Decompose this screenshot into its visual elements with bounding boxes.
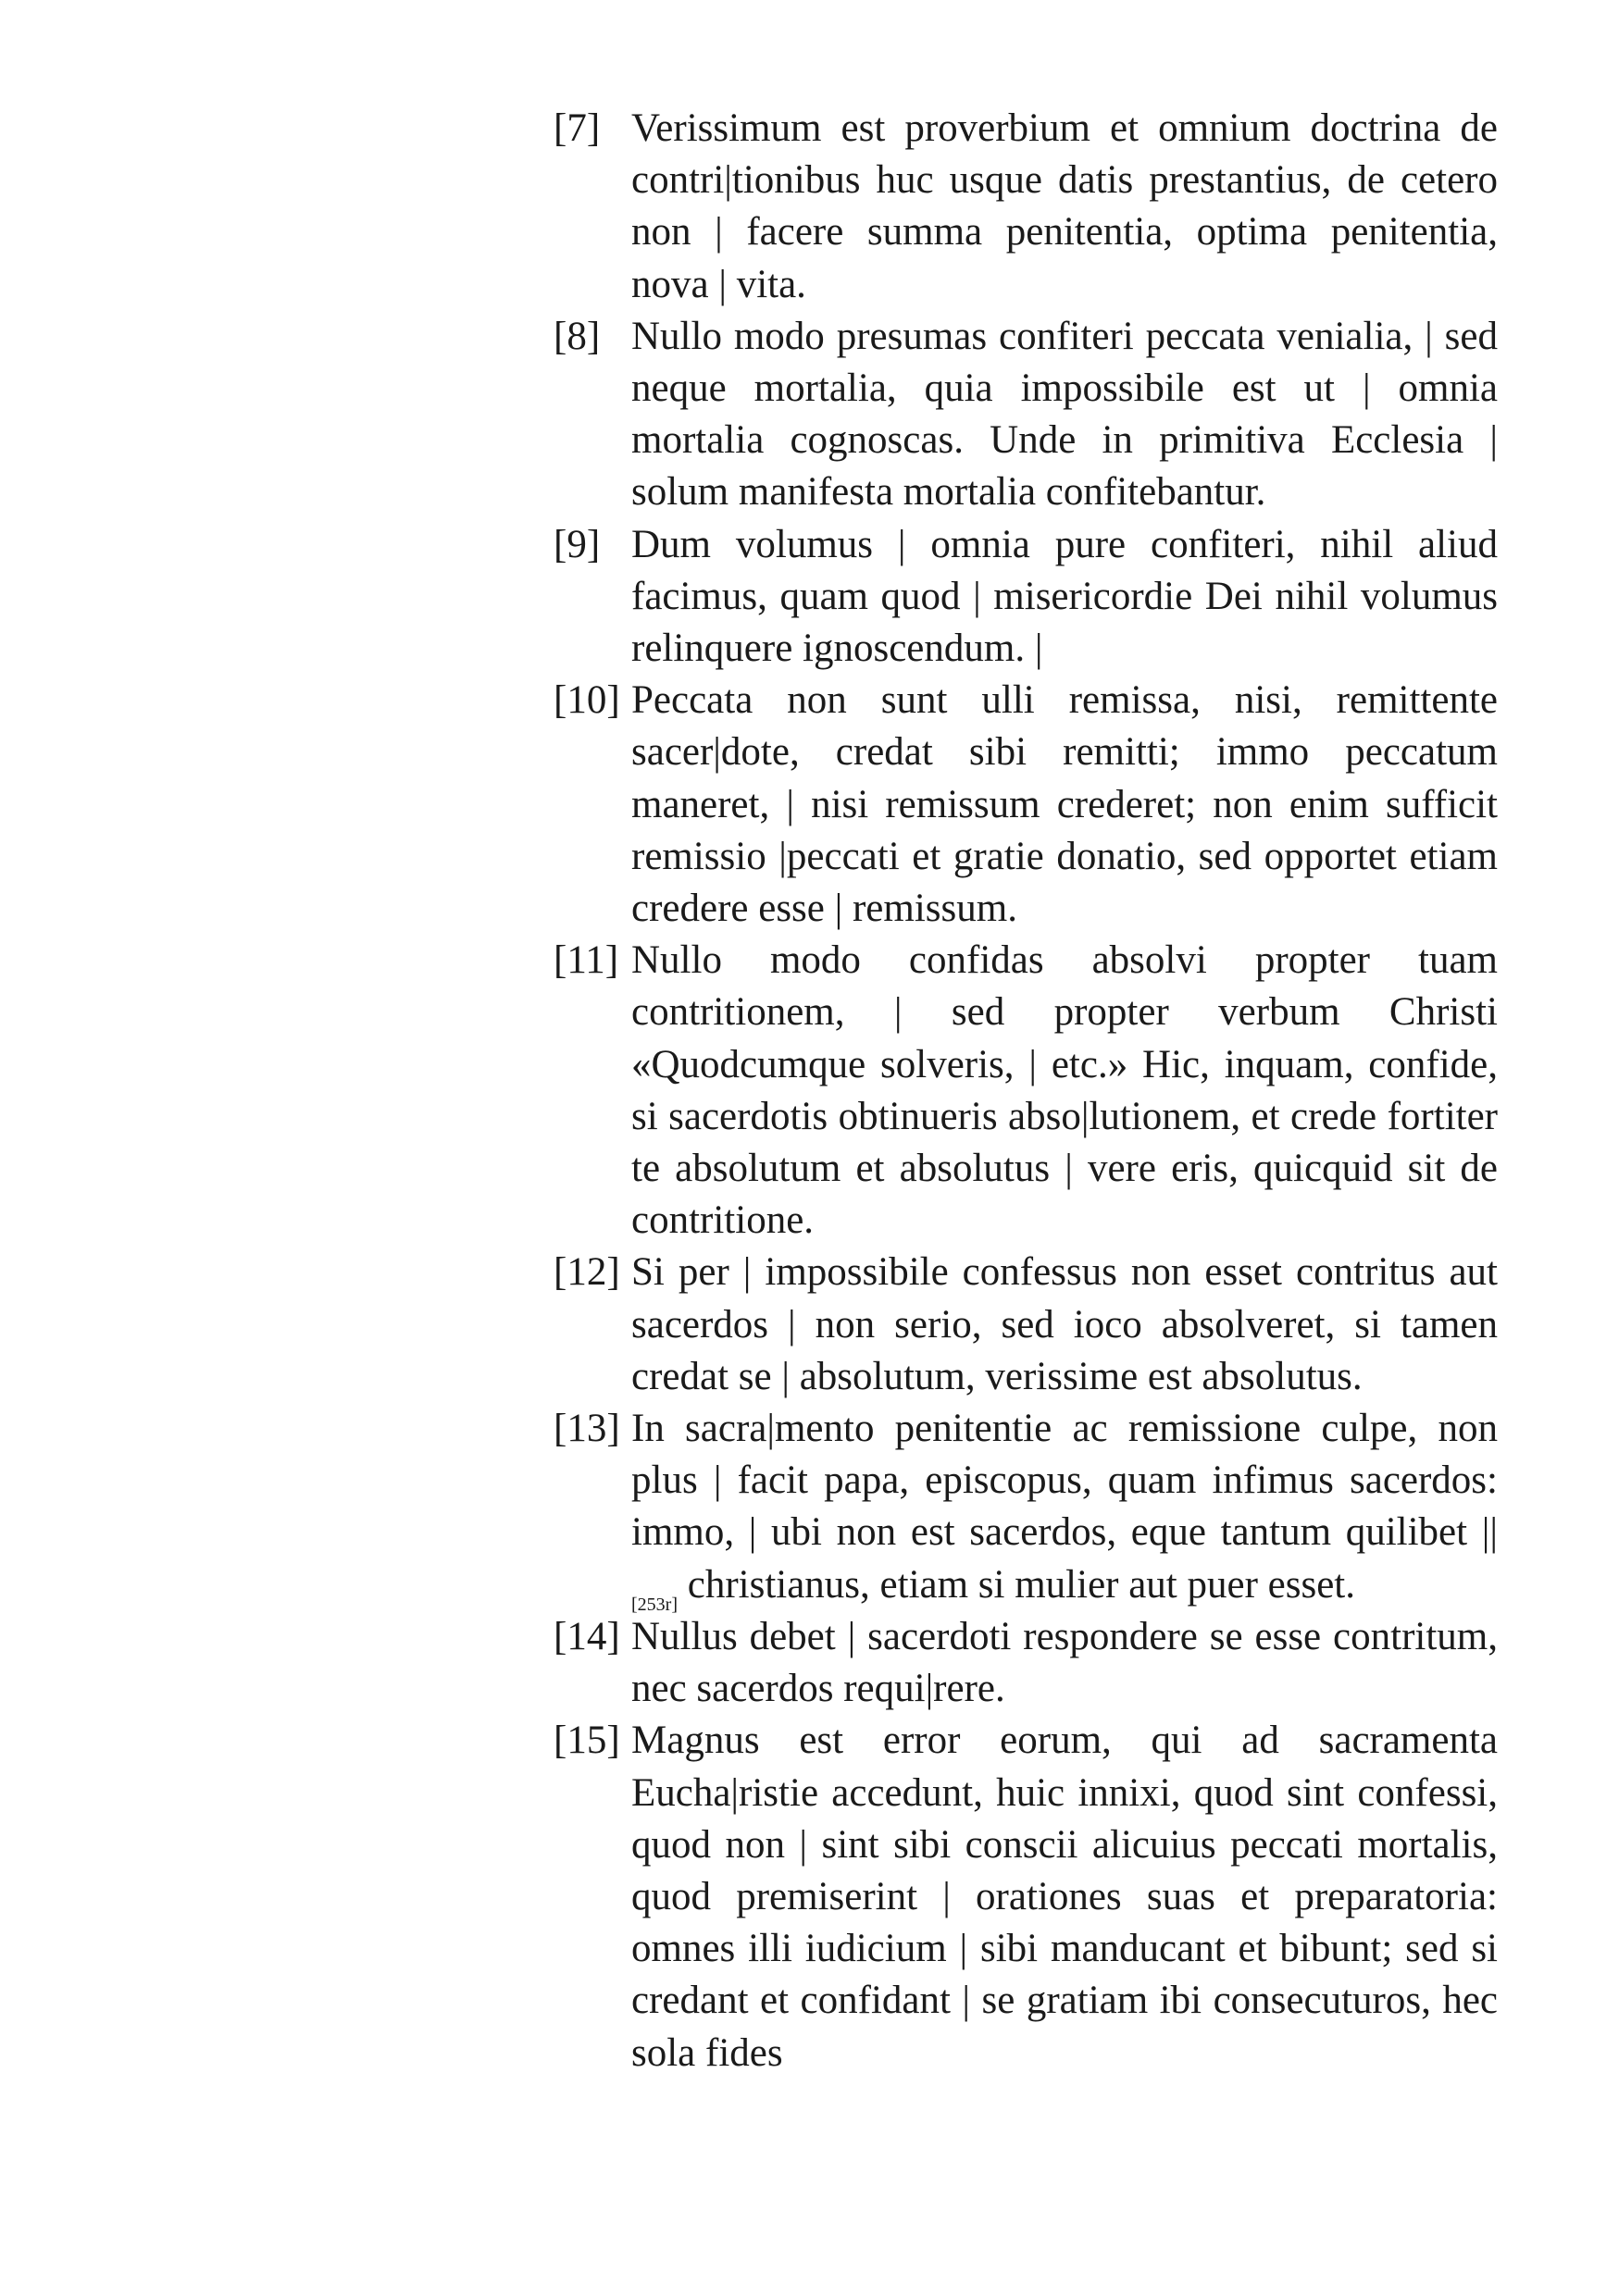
theses-text-block: [554, 103, 1498, 2079]
thesis-11: [554, 935, 1498, 1247]
thesis-text: Peccata non sunt ulli remissa, nisi, remittente sacer|dote, credat sibi remitti; immo peccatum maneret, | nisi remissum crederet; non enim sufficit remissio |peccati et gratie donatio, sed opportet etiam credere esse | remissum.: [631, 678, 1498, 931]
thesis-text: Si per | impossibile confessus non esset contritus aut sacerdos | non serio, sed ioco absolveret, si tamen credat se | absolutum, verissime est absolutus.: [631, 1250, 1498, 1398]
thesis-text: Nullo modo presumas confiteri peccata venialia, | sed neque mortalia, quia impossibile est ut | omnia mortalia cognoscas. Unde in primitiva Ecclesia | solum manifesta mortalia confitebantur.: [631, 314, 1498, 515]
thesis-15: [554, 1715, 1498, 2079]
thesis-12: [554, 1247, 1498, 1403]
thesis-number: [7]: [554, 106, 601, 150]
thesis-text: In sacra|mento penitentie ac remissione culpe, non plus | facit papa, episcopus, quam infimus sacerdos: immo, | ubi non est sacerdos, eque tantum quilibet ||: [631, 1407, 1498, 1555]
thesis-number: [14]: [554, 1614, 620, 1658]
thesis-text: Nullus debet | sacerdoti respondere se esse contritum, nec sacerdos requi|rere.: [631, 1614, 1498, 1711]
folio-marker: [253r]: [631, 1594, 678, 1615]
thesis-number: [15]: [554, 1719, 620, 1763]
thesis-text: Magnus est error eorum, qui ad sacramenta Eucha|ristie accedunt, huic innixi, quod sint confessi, quod non | sint sibi conscii alicuius peccati mortalis, quod premiserint | orationes suas et preparatoria: omnes illi iudicium | sibi manducant et bibunt; sed si credant et confidant | se gratiam ibi consecuturos, hec sola fides: [631, 1719, 1498, 2075]
thesis-14: [554, 1611, 1498, 1715]
thesis-number: [9]: [554, 522, 601, 566]
thesis-8: [554, 311, 1498, 519]
thesis-number: [10]: [554, 678, 620, 723]
thesis-number: [13]: [554, 1407, 620, 1451]
thesis-text-continued: christianus, etiam si mulier aut puer esset.: [677, 1562, 1355, 1607]
thesis-7: [554, 103, 1498, 311]
thesis-text: Dum volumus | omnia pure confiteri, nihil aliud facimus, quam quod | misericordie Dei nihil volumus relinquere ignoscendum. |: [631, 522, 1498, 671]
thesis-9: [554, 519, 1498, 676]
thesis-number: [8]: [554, 314, 601, 358]
thesis-10: [554, 675, 1498, 935]
thesis-number: [12]: [554, 1250, 620, 1295]
thesis-text: Verissimum est proverbium et omnium doctrina de contri|tionibus huc usque datis prestantius, de cetero non | facere summa penitentia, optima penitentia, nova | vita.: [631, 106, 1498, 306]
thesis-number: [11]: [554, 938, 619, 983]
thesis-13: [554, 1403, 1498, 1615]
thesis-text: Nullo modo confidas absolvi propter tuam contritionem, | sed propter verbum Christi «Quodcumque solveris, | etc.» Hic, inquam, confide, si sacerdotis obtinueris abso|lutionem, et crede fortiter te absolutum et absolutus | vere eris, quicquid sit de contritione.: [631, 938, 1498, 1243]
